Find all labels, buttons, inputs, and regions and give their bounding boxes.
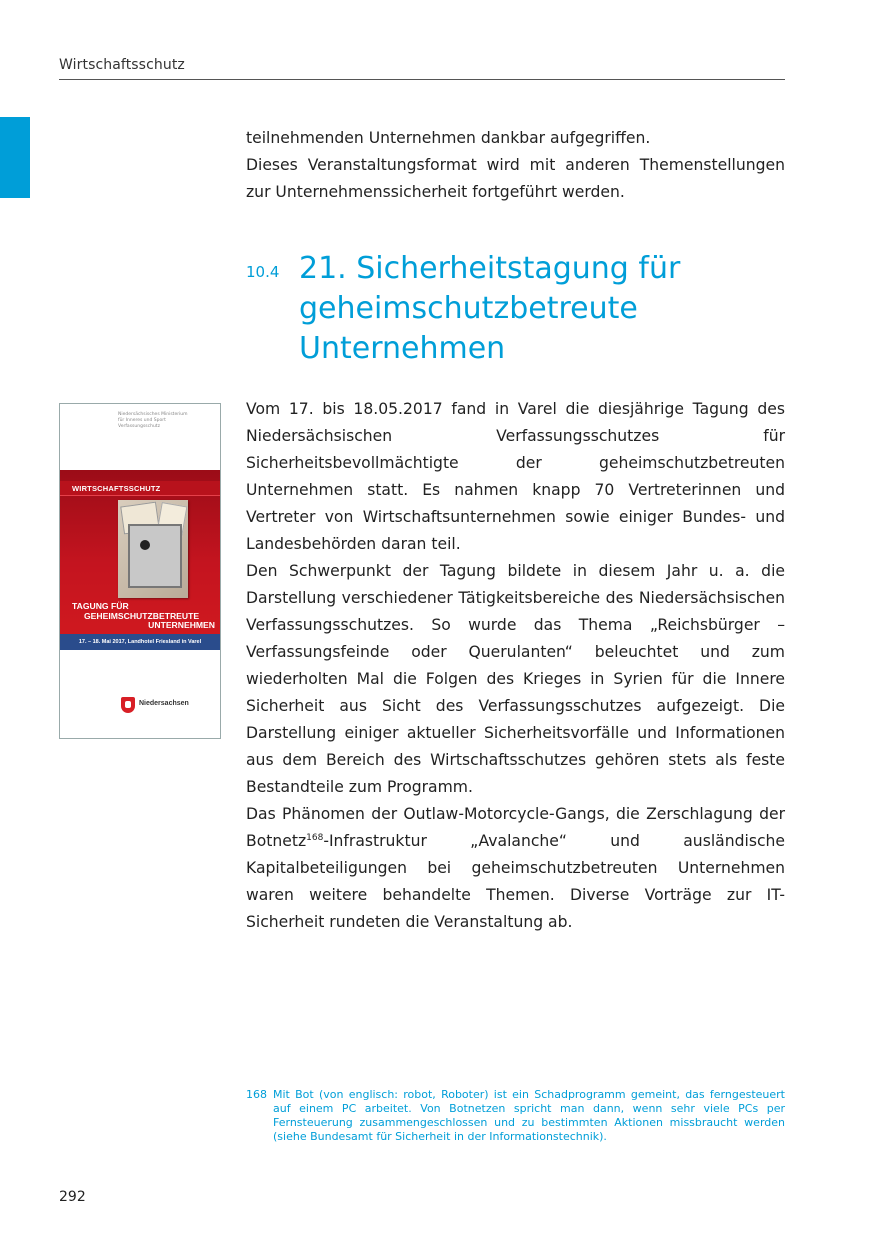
intro-text — [246, 125, 785, 206]
section-title: 21. Sicherheitstagung für geheimschutzbetreute Unternehmen — [299, 251, 681, 366]
niedersachsen-horse-icon — [121, 697, 135, 713]
main-text — [246, 396, 785, 936]
bomb-shape — [140, 540, 150, 550]
brochure-ministry-label: Niedersächsisches Ministerium für Inneres und Sport Verfassungsschutz — [118, 412, 188, 429]
section-number: 10.4 — [246, 263, 280, 281]
brochure-logo-text: Niedersachsen — [139, 700, 189, 707]
brochure-date-bar: 17. – 18. Mai 2017, Landhotel Friesland in Varel — [60, 634, 220, 650]
safe-shape — [128, 524, 182, 588]
paragraph: Vom 17. bis 18.05.2017 fand in Varel die diesjährige Tagung des Niedersächsischen Verfassungsschutzes für Sicherheitsbevollmächtigte der geheimschutzbetreuten Unternehmen statt. Es nahmen knapp 70 Vertreterinnen und Vertreter von Wirtschaftsunternehmen sowie einiger Bundes- und Landesbehörden daran teil. — [246, 400, 785, 553]
intro-paragraph: teilnehmenden Unternehmen dankbar aufgegriffen. — [246, 129, 651, 147]
footnote-ref[interactable]: 168 — [306, 833, 324, 843]
header-divider — [59, 79, 785, 80]
brochure-title: TAGUNG FÜR GEHEIMSCHUTZBETREUTE UNTERNEHMEN — [72, 601, 215, 630]
footnote-number: 168 — [246, 1088, 267, 1101]
chapter-tab-marker — [0, 117, 30, 198]
page-number: 292 — [59, 1189, 86, 1205]
brochure-cover-image — [59, 403, 221, 739]
intro-paragraph: Dieses Veranstaltungsformat wird mit anderen Themenstellungen zur Unternehmenssicherheit fortgeführt werden. — [246, 156, 785, 201]
paragraph: Den Schwerpunkt der Tagung bildete in diesem Jahr u. a. die Darstellung verschiedener Tätigkeitsbereiche des Niedersächsischen Verfassungsschutzes. So wurde das Thema „Reichsbürger – Verfassungsfeinde oder Querulanten“ beleuchtet und zum wiederholten Mal die Folgen des Krieges in Syrien für die Innere Sicherheit aus Sicht des Verfassungsschutzes aufgezeigt. Die Darstellung einiger aktueller Sicherheitsvorfälle und Informationen aus dem Bereich des Wirtschaftsschutzes gehören stets als feste Bestandteile zum Programm. — [246, 562, 785, 796]
running-title: Wirtschaftsschutz — [59, 57, 185, 73]
paragraph: Das Phänomen der Outlaw-Motorcycle-Gangs, die Zerschlagung der Botnetz$^{168}$-Infrastruktur „Avalanche“ und ausländische Kapitalbeteiligungen bei geheimschutzbetreuten Unternehmen waren weitere behandelte Themen. Diverse Vorträge zur IT-Sicherheit rundeten die Veranstaltung ab. — [246, 805, 785, 931]
footnote — [246, 1088, 785, 1144]
brochure-band-label: WIRTSCHAFTSSCHUTZ — [72, 484, 161, 493]
footnote-text: Mit Bot (von englisch: robot, Roboter) ist ein Schadprogramm gemeint, das ferngesteuert auf einem PC arbeitet. Von Botnetzen spricht man dann, wenn sehr viele PCs per Fernsteuerung zusammengeschlossen und zu bestimmten Aktionen missbraucht werden (siehe Bundesamt für Sicherheit in der Informationstechnik). — [273, 1088, 785, 1143]
brochure-collage-photo — [118, 500, 188, 598]
